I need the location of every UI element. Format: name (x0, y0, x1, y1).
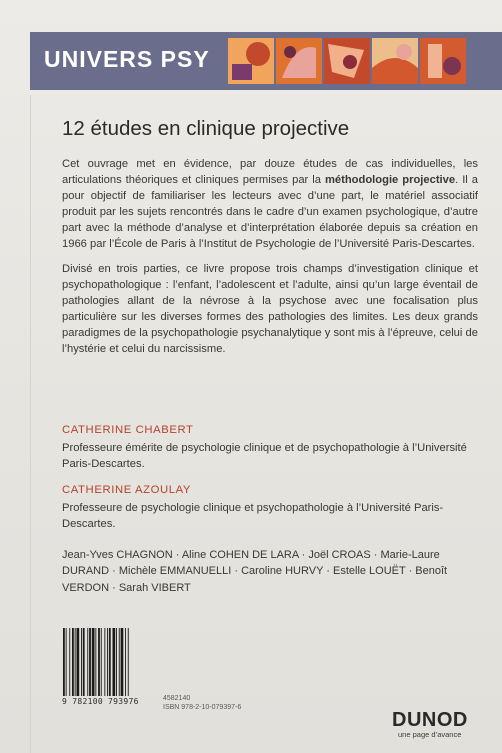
barcode-icon (62, 628, 156, 696)
book-title: 12 études en clinique projective (62, 117, 350, 140)
description-text: . Il a pour objectif de familiariser les lecteurs avec d’une part, le matériel associatif produit par les sujets rencontrés dans le cadre d’un examen psychologique, d’autre part avec la méthode d’analyse et d’interprétation élaborée depuis sa création en 1966 par l’École de Paris à l’Institut de Psychologie de l’Université Paris-Descartes. (62, 174, 478, 251)
tile-icon (324, 38, 370, 84)
author-name: CATHERINE CHABERT (62, 424, 194, 436)
isbn-code: ISBN 978-2-10-079397-6 (163, 704, 242, 711)
author-name: CATHERINE AZOULAY (62, 484, 192, 496)
description-paragraph-1 (62, 156, 478, 253)
author-description: Professeure émérite de psychologie clinique et de psychopathologie à l’Université Paris-Descartes. (62, 442, 467, 471)
barcode-digits: 9 782100 793976 (62, 697, 139, 706)
publisher-tagline: une page d’avance (398, 730, 462, 739)
reference-code: 4582140 (163, 695, 191, 702)
author-block-1 (62, 422, 478, 472)
description-bold-text: méthodologie projective (324, 174, 456, 187)
margin-rule (30, 95, 31, 753)
tile-icon (228, 38, 274, 84)
tile-icon (420, 38, 466, 84)
description-text: Cet ouvrage met en évidence, par douze études de cas individuelles, les articulations théoriques et cliniques permises par la (62, 158, 478, 187)
publisher-logo: DUNOD (392, 709, 468, 731)
author-block-2 (62, 482, 478, 532)
catalog-codes (163, 694, 241, 712)
series-label: UNIVERS PSY (44, 46, 210, 72)
tile-icon (276, 38, 322, 84)
book-description (62, 156, 478, 365)
contributors-list: Jean-Yves CHAGNON · Aline COHEN DE LARA · Joël CROAS · Marie-Laure DURAND · Michèle EMMANUELLI · Caroline HURVY · Estelle LOUËT · Benoît VERDON · Sarah VIBERT (62, 549, 448, 594)
description-paragraph-2: Divisé en trois parties, ce livre propose trois champs d’investigation clinique et psychopathologique : l’enfant, l’adolescent et l’adulte, ainsi qu’un large éventail de pathologies allant de la névrose à la psychose avec une focalisation plus particulière sur les diverses formes des pathologies des limites. Les deux grands paradigmes de la psychopathologie psychanalytique y sont mis à l’épreuve, celui de l’hystérie et celui du narcissisme. (62, 262, 478, 356)
author-description: Professeure de psychologie clinique et psychopathologie à l’Université Paris-Descartes. (62, 502, 444, 531)
tile-icon (372, 38, 418, 84)
barcode (62, 628, 156, 696)
